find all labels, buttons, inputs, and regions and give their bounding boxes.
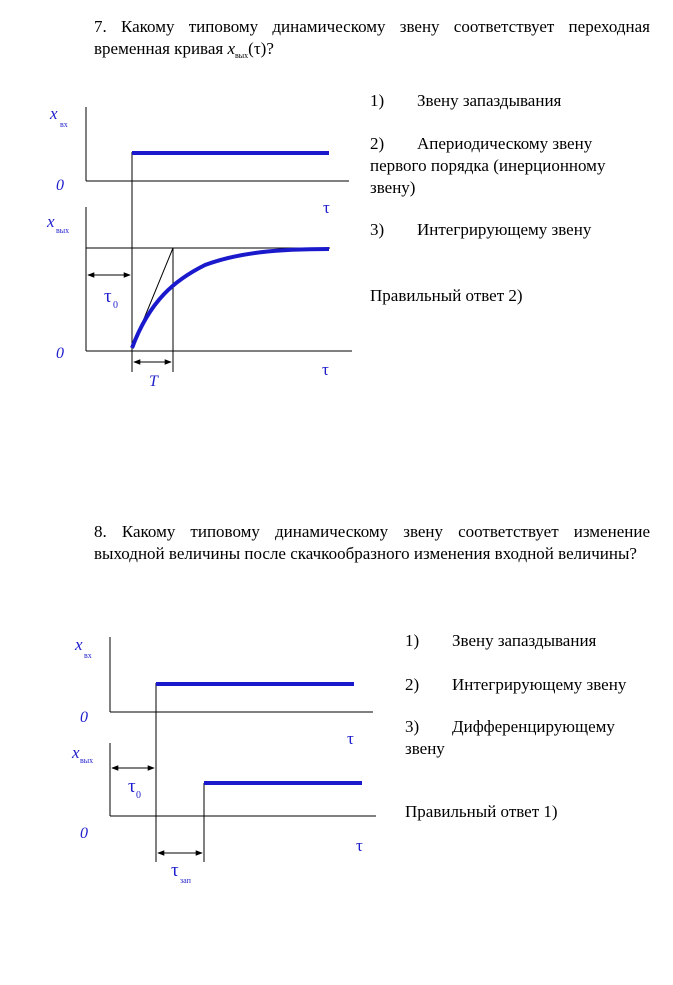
option-text: Апериодическому звену первого порядка (инерционному звену) — [370, 134, 606, 197]
option-number: 3) — [370, 220, 385, 239]
tau0-label: τ — [128, 776, 136, 797]
x-var: x — [227, 39, 236, 58]
q8-option-2 — [405, 674, 665, 696]
q8-answer: Правильный ответ 1) — [405, 802, 558, 821]
x-out-label: x — [47, 212, 55, 231]
tau0-sub: 0 — [136, 790, 141, 801]
tau-axis-label-top: τ — [347, 729, 354, 748]
question-7-prefix: 7. Какому типовому динамическому звену соответствует переходная временная кривая — [94, 17, 650, 58]
x-in-label: x — [75, 635, 83, 654]
x-out-sub: вых — [80, 756, 94, 765]
question-8-text: 8. Какому типовому динамическому звену соответствует изменение выходной величины после скачкообразного изменения входной величины? — [94, 522, 650, 563]
zero-label-bottom: 0 — [56, 345, 64, 362]
x-sub: вых — [235, 51, 249, 60]
x-out-label: x — [72, 743, 80, 762]
option-number: 2) — [370, 134, 385, 153]
option-number: 1) — [405, 631, 420, 650]
q7-option-2 — [370, 133, 640, 199]
tau-axis-label-top: τ — [323, 198, 330, 217]
zero-label-bottom: 0 — [80, 825, 88, 842]
tau-axis-label-bottom: τ — [322, 360, 329, 379]
option-number: 3) — [405, 717, 420, 736]
option-text: Звену запаздывания — [452, 631, 597, 650]
tau0-sub: 0 — [113, 300, 118, 311]
q7-option-1 — [370, 90, 660, 112]
tau-zap-label: τ — [171, 860, 179, 881]
q8-option-3 — [405, 716, 650, 760]
option-text: Интегрирующему звену — [417, 220, 592, 239]
q8-option-1 — [405, 630, 665, 652]
T-label: T — [149, 373, 158, 390]
zero-label-top: 0 — [80, 709, 88, 726]
diagram-8 — [71, 635, 376, 885]
diagram-7 — [46, 104, 352, 390]
question-7-suffix: (τ)? — [248, 39, 274, 58]
tau0-label: τ — [104, 286, 112, 307]
option-text: Звену запаздывания — [417, 91, 562, 110]
zero-label-top: 0 — [56, 177, 64, 194]
x-in-label: x — [50, 104, 58, 123]
output-exponential-curve — [132, 249, 329, 348]
option-text: Интегрирующему звену — [452, 675, 627, 694]
x-out-sub: вых — [56, 226, 70, 235]
x-in-sub: вх — [84, 651, 92, 660]
option-number: 2) — [405, 675, 420, 694]
option-number: 1) — [370, 91, 385, 110]
q7-option-3 — [370, 219, 660, 241]
tau-axis-label-bottom: τ — [356, 836, 363, 855]
x-in-sub: вх — [60, 120, 68, 129]
q7-answer: Правильный ответ 2) — [370, 286, 523, 305]
tau-zap-sub: зап — [180, 876, 191, 885]
option-text: Дифференцирующему звену — [405, 717, 615, 758]
